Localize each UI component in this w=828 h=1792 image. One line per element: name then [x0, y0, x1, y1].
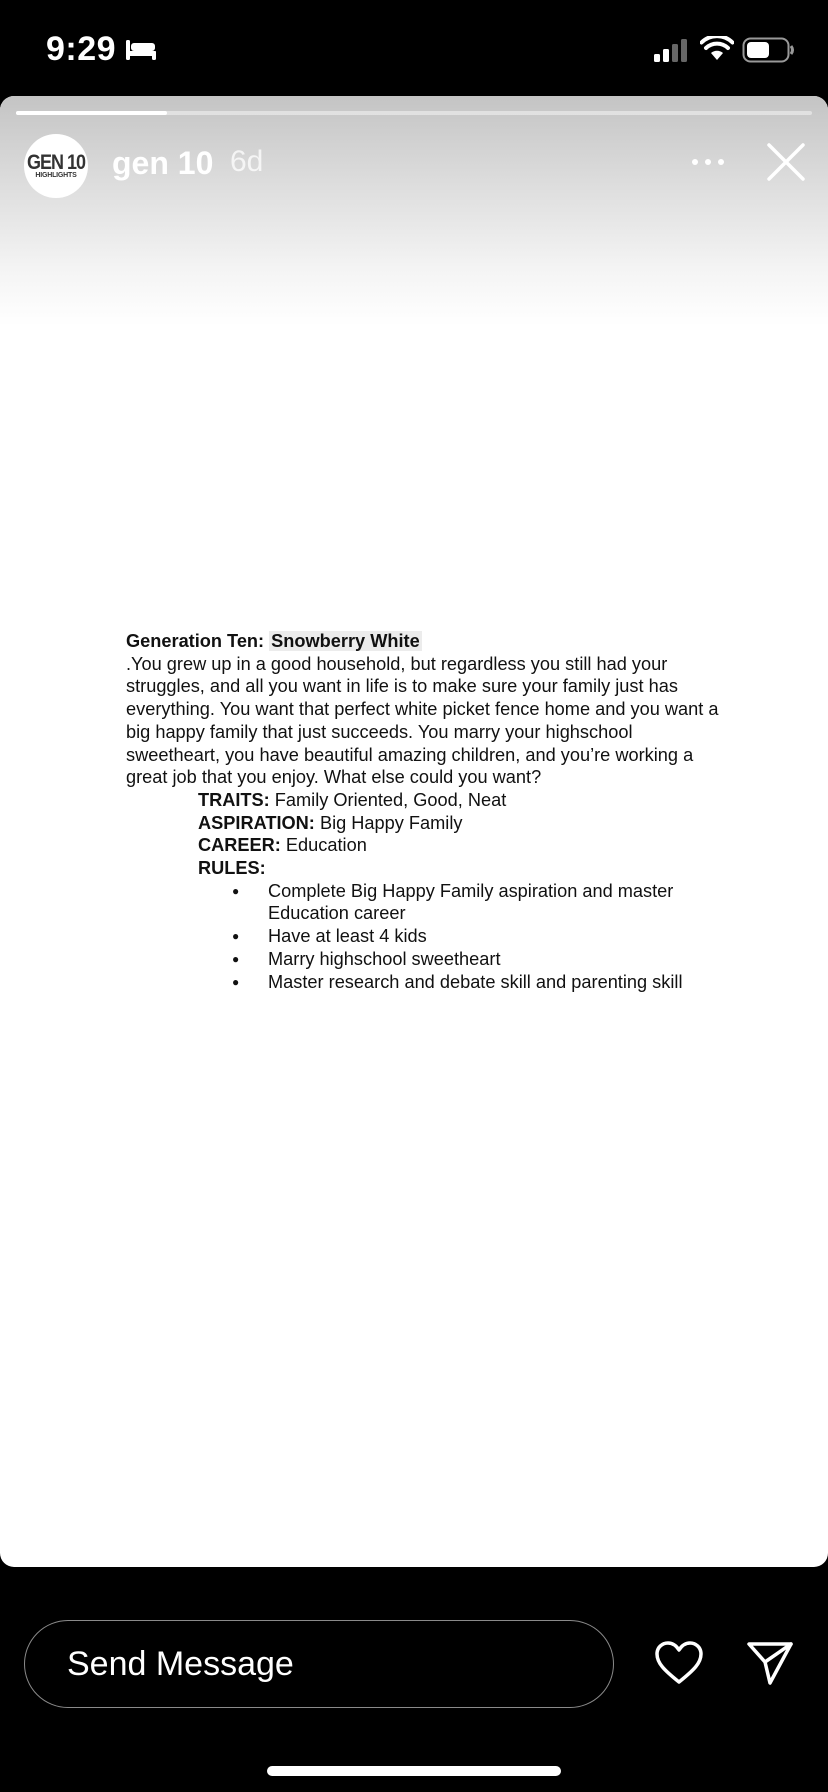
battery-icon: [742, 36, 796, 64]
avatar-logo-subtext: HIGHLIGHTS: [35, 171, 77, 179]
more-options-icon[interactable]: [690, 156, 726, 168]
field-value: Education: [285, 835, 367, 856]
story-document: [126, 630, 726, 993]
close-icon[interactable]: [766, 142, 806, 182]
field-traits: [198, 789, 726, 812]
story-timestamp: 6d: [230, 145, 264, 178]
signal-icon: [652, 38, 690, 62]
avatar[interactable]: [24, 134, 88, 198]
document-title-name: Snowberry White: [271, 631, 420, 651]
field-career: [198, 834, 726, 857]
home-indicator[interactable]: [267, 1766, 561, 1776]
story-progress-fill: [16, 111, 167, 115]
send-message-input[interactable]: [24, 1620, 614, 1708]
list-item: ● Master research and debate skill and parenting skill: [268, 971, 726, 994]
story-header-gradient: [0, 96, 828, 326]
rules-list: [126, 880, 726, 994]
wifi-icon: [700, 36, 734, 62]
send-icon[interactable]: [746, 1640, 794, 1686]
field-value: Big Happy Family: [319, 812, 463, 833]
bed-icon: [124, 38, 158, 62]
status-bar: [0, 0, 828, 96]
rules-label: RULES:: [198, 858, 266, 879]
field-label: ASPIRATION:: [198, 812, 315, 833]
story-progress-bar: [16, 111, 812, 115]
list-item: ● Have at least 4 kids: [268, 925, 726, 948]
field-value: Family Oriented, Good, Neat: [274, 789, 507, 810]
document-fields: [126, 789, 726, 880]
avatar-logo-text: GEN 10: [26, 149, 86, 174]
document-title: [126, 630, 726, 653]
field-aspiration: [198, 812, 726, 835]
field-label: CAREER:: [198, 835, 281, 856]
field-label: TRAITS:: [198, 789, 270, 810]
status-time: 9:29: [46, 30, 117, 68]
story-card[interactable]: [0, 96, 828, 1567]
list-item: ● Marry highschool sweetheart: [268, 948, 726, 971]
document-body: .You grew up in a good household, but regardless you still had your struggles, and all you want in life is to make sure your family just has everything. You want that perfect white picket fence home and you want a big happy family that just succeeds. You marry your highschool sweetheart, you have beautiful amazing children, and you’re working a great job that you enjoy. What else could you want?: [126, 653, 719, 788]
story-username[interactable]: gen 10: [112, 145, 214, 181]
heart-icon[interactable]: [654, 1640, 704, 1686]
document-title-label: Generation Ten:: [126, 631, 265, 651]
list-item: ● Complete Big Happy Family aspiration and master Education career: [268, 880, 726, 925]
